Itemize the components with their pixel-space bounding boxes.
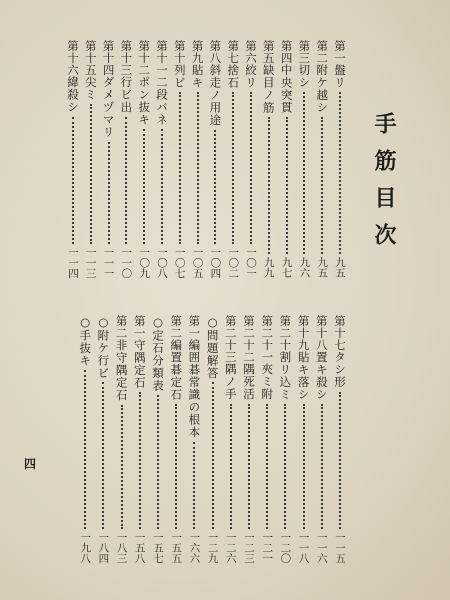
dot-leader xyxy=(230,404,232,529)
toc-entry xyxy=(168,315,184,563)
entry-page-number: 一〇八 xyxy=(156,246,168,278)
toc-entry xyxy=(172,40,188,278)
toc-entry xyxy=(65,40,81,278)
dot-leader xyxy=(248,404,250,529)
entry-title: 切シ xyxy=(297,64,312,89)
toc-entry xyxy=(261,40,277,278)
dot-leader xyxy=(125,117,127,244)
toc-entry xyxy=(243,40,259,278)
toc-entry xyxy=(314,315,330,563)
entry-label: 第三 xyxy=(297,40,312,64)
entry-page-number: 一〇四 xyxy=(209,246,222,278)
entry-title: ケ行ビ xyxy=(96,341,111,379)
entry-page-number: 一〇五 xyxy=(191,246,204,278)
entry-label: 第四 xyxy=(279,40,294,64)
entry-label: 第十九 xyxy=(296,315,311,351)
entry-page-number: 一〇九 xyxy=(138,246,151,278)
dot-leader xyxy=(72,117,74,244)
toc-entry xyxy=(136,40,152,278)
dot-leader xyxy=(250,92,252,244)
dot-leader xyxy=(143,129,145,244)
entry-title: 行ビ出 xyxy=(119,76,134,114)
toc-entry xyxy=(332,40,348,278)
entry-label: 第十六 xyxy=(66,40,80,76)
entry-label: ○附 xyxy=(96,315,111,342)
entry-page-number: 九七 xyxy=(280,257,293,278)
toc-entry xyxy=(150,315,166,563)
dot-leader xyxy=(321,117,323,254)
page-folio: 四 xyxy=(24,457,37,471)
entry-label: 第十二 xyxy=(137,40,152,76)
entry-title: ダメヅマリ xyxy=(101,76,116,139)
entry-label: 第十五 xyxy=(83,40,98,76)
entry-title: 緯殺シ xyxy=(66,76,80,114)
toc-entry xyxy=(190,40,206,278)
entry-label: 第二十 xyxy=(278,315,293,351)
dot-leader xyxy=(268,117,270,254)
entry-label: 第十四 xyxy=(101,40,116,76)
toc-entry xyxy=(95,315,111,563)
entry-page-number: 一二三 xyxy=(243,531,255,563)
dot-leader xyxy=(90,104,92,244)
entry-label: 第二編 xyxy=(169,315,184,351)
entry-page-number: 一一四 xyxy=(67,246,79,278)
entry-label: 第六 xyxy=(244,40,258,64)
entry-label: 第二十三 xyxy=(223,315,238,363)
entry-title: 囲碁常識の根本 xyxy=(187,351,202,439)
entry-title: 貼キ落シ xyxy=(296,351,311,401)
entry-page-number: 一一三 xyxy=(84,246,97,278)
entry-page-number: 九五 xyxy=(334,257,346,278)
dot-leader xyxy=(193,442,195,529)
entry-label: 第十三 xyxy=(119,40,134,76)
entry-title: 盤リ xyxy=(333,64,347,89)
entry-title: 置キ殺シ xyxy=(314,351,329,401)
toc-entry xyxy=(101,40,117,278)
dot-leader xyxy=(303,92,305,254)
entry-label: 第五 xyxy=(261,40,276,64)
dot-leader xyxy=(284,404,286,529)
entry-page-number: 一八三 xyxy=(115,531,128,563)
entry-title: 斜走ノ用途 xyxy=(208,64,223,127)
entry-page-number: 一二六 xyxy=(224,531,237,563)
dot-leader xyxy=(339,92,341,254)
entry-title: 非守隅定石 xyxy=(114,339,129,402)
dot-leader xyxy=(121,405,123,529)
toc-entry xyxy=(279,40,295,278)
entry-label: 第二十二 xyxy=(242,315,256,363)
toc-entry xyxy=(296,40,312,278)
toc-entry xyxy=(241,315,257,563)
dot-leader xyxy=(286,117,288,254)
entry-page-number: 一一五 xyxy=(334,531,346,563)
dot-leader xyxy=(232,92,234,244)
entry-page-number: 一九八 xyxy=(79,531,92,563)
entry-label: 第二 xyxy=(114,315,129,339)
entry-page-number: 一〇七 xyxy=(173,246,186,278)
entry-page-number: 一〇一 xyxy=(245,246,257,278)
entry-page-number: 九五 xyxy=(316,257,329,278)
entry-title: 抜キ xyxy=(78,341,93,367)
entry-page-number: 一五七 xyxy=(152,531,164,563)
entry-page-number: 一〇二 xyxy=(227,246,240,278)
entry-title: 置碁定石 xyxy=(169,351,184,401)
toc-entry xyxy=(277,315,293,563)
entry-title: 隅死活 xyxy=(242,363,256,401)
entry-label: ○問 xyxy=(205,315,220,342)
entry-page-number: 一五八 xyxy=(133,531,146,563)
dot-leader xyxy=(266,404,268,529)
dot-leader xyxy=(139,392,141,529)
entry-label: 第十 xyxy=(172,40,187,64)
entry-label: 第二 xyxy=(315,40,330,64)
toc-entry xyxy=(154,40,170,278)
entry-label: 第十七 xyxy=(333,315,347,351)
toc-entry xyxy=(259,315,275,563)
entry-title: 中央突貫 xyxy=(279,64,294,114)
entry-title: 二段バネ xyxy=(155,76,169,126)
entry-page-number: 一一六 xyxy=(315,531,328,563)
entry-label: ○手 xyxy=(78,315,93,342)
entry-title: 絞リ xyxy=(244,64,258,89)
entry-page-number: 一一一 xyxy=(102,246,115,278)
entry-title: 尖ミ xyxy=(83,76,98,101)
entry-title: 割リ込ミ xyxy=(278,351,293,401)
entry-title: 貼キ xyxy=(190,64,205,89)
entry-page-number: 一一〇 xyxy=(120,246,133,278)
entry-title: 列ビ xyxy=(172,64,187,89)
dot-leader xyxy=(214,130,216,244)
entry-page-number: 一二〇 xyxy=(279,531,292,563)
toc-entry xyxy=(225,40,241,278)
entry-page-number: 一六六 xyxy=(188,531,201,563)
entry-label: 第八 xyxy=(208,40,223,64)
entry-title: 守隅定石 xyxy=(132,339,147,389)
toc-entry xyxy=(77,315,93,563)
dot-leader xyxy=(197,92,199,244)
dot-leader xyxy=(212,382,214,529)
toc-entry xyxy=(296,315,312,563)
entry-label: 第九 xyxy=(190,40,205,64)
entry-title: タシ形 xyxy=(333,351,347,389)
toc-entry xyxy=(132,315,148,563)
dot-leader xyxy=(339,392,341,529)
entry-title: 夾ミ附 xyxy=(260,363,275,401)
dot-leader xyxy=(175,404,177,529)
entry-title: 石分類表 xyxy=(151,341,165,392)
toc-entry xyxy=(314,40,330,278)
dot-leader xyxy=(102,382,104,529)
entry-label: 第十八 xyxy=(314,315,329,351)
entry-label: 第一編 xyxy=(187,315,202,351)
dot-leader xyxy=(161,129,163,244)
entry-page-number: 九六 xyxy=(298,257,311,278)
toc-entry xyxy=(118,40,134,278)
entry-label: ○定 xyxy=(151,315,165,342)
entry-page-number: 一二九 xyxy=(206,531,219,563)
entry-title: 缺目ノ筋 xyxy=(261,64,276,114)
dot-leader xyxy=(179,92,181,244)
entry-title: 隅ノ手 xyxy=(223,363,238,401)
entry-label: 第一 xyxy=(132,315,147,339)
toc-entry xyxy=(207,40,223,278)
dot-leader xyxy=(157,395,159,529)
entry-page-number: 一五五 xyxy=(170,531,183,563)
toc-entry xyxy=(83,40,99,278)
entry-label: 第一 xyxy=(333,40,347,64)
entry-page-number: 一八四 xyxy=(97,531,110,563)
dot-leader xyxy=(84,370,86,529)
toc-entry xyxy=(332,315,348,563)
entry-page-number: 一二一 xyxy=(261,531,274,563)
entry-title: ポン抜キ xyxy=(137,76,152,126)
entry-page-number: 一一八 xyxy=(297,531,310,563)
entry-label: 第十一 xyxy=(155,40,169,76)
entry-page-number: 九九 xyxy=(262,257,275,278)
entry-label: 第二十一 xyxy=(260,315,275,363)
dot-leader xyxy=(321,404,323,529)
toc-entry xyxy=(186,315,202,563)
toc-entry xyxy=(114,315,130,563)
toc-entry xyxy=(205,315,221,563)
toc-entry xyxy=(223,315,239,563)
page-title: 手筋目次 xyxy=(371,112,397,260)
dot-leader xyxy=(303,404,305,529)
entry-title: 附ケ越シ xyxy=(315,64,330,114)
entry-title: 題解答 xyxy=(205,341,220,379)
entry-label: 第七 xyxy=(226,40,241,64)
dot-leader xyxy=(108,142,110,244)
entry-title: 捨石 xyxy=(226,64,241,89)
